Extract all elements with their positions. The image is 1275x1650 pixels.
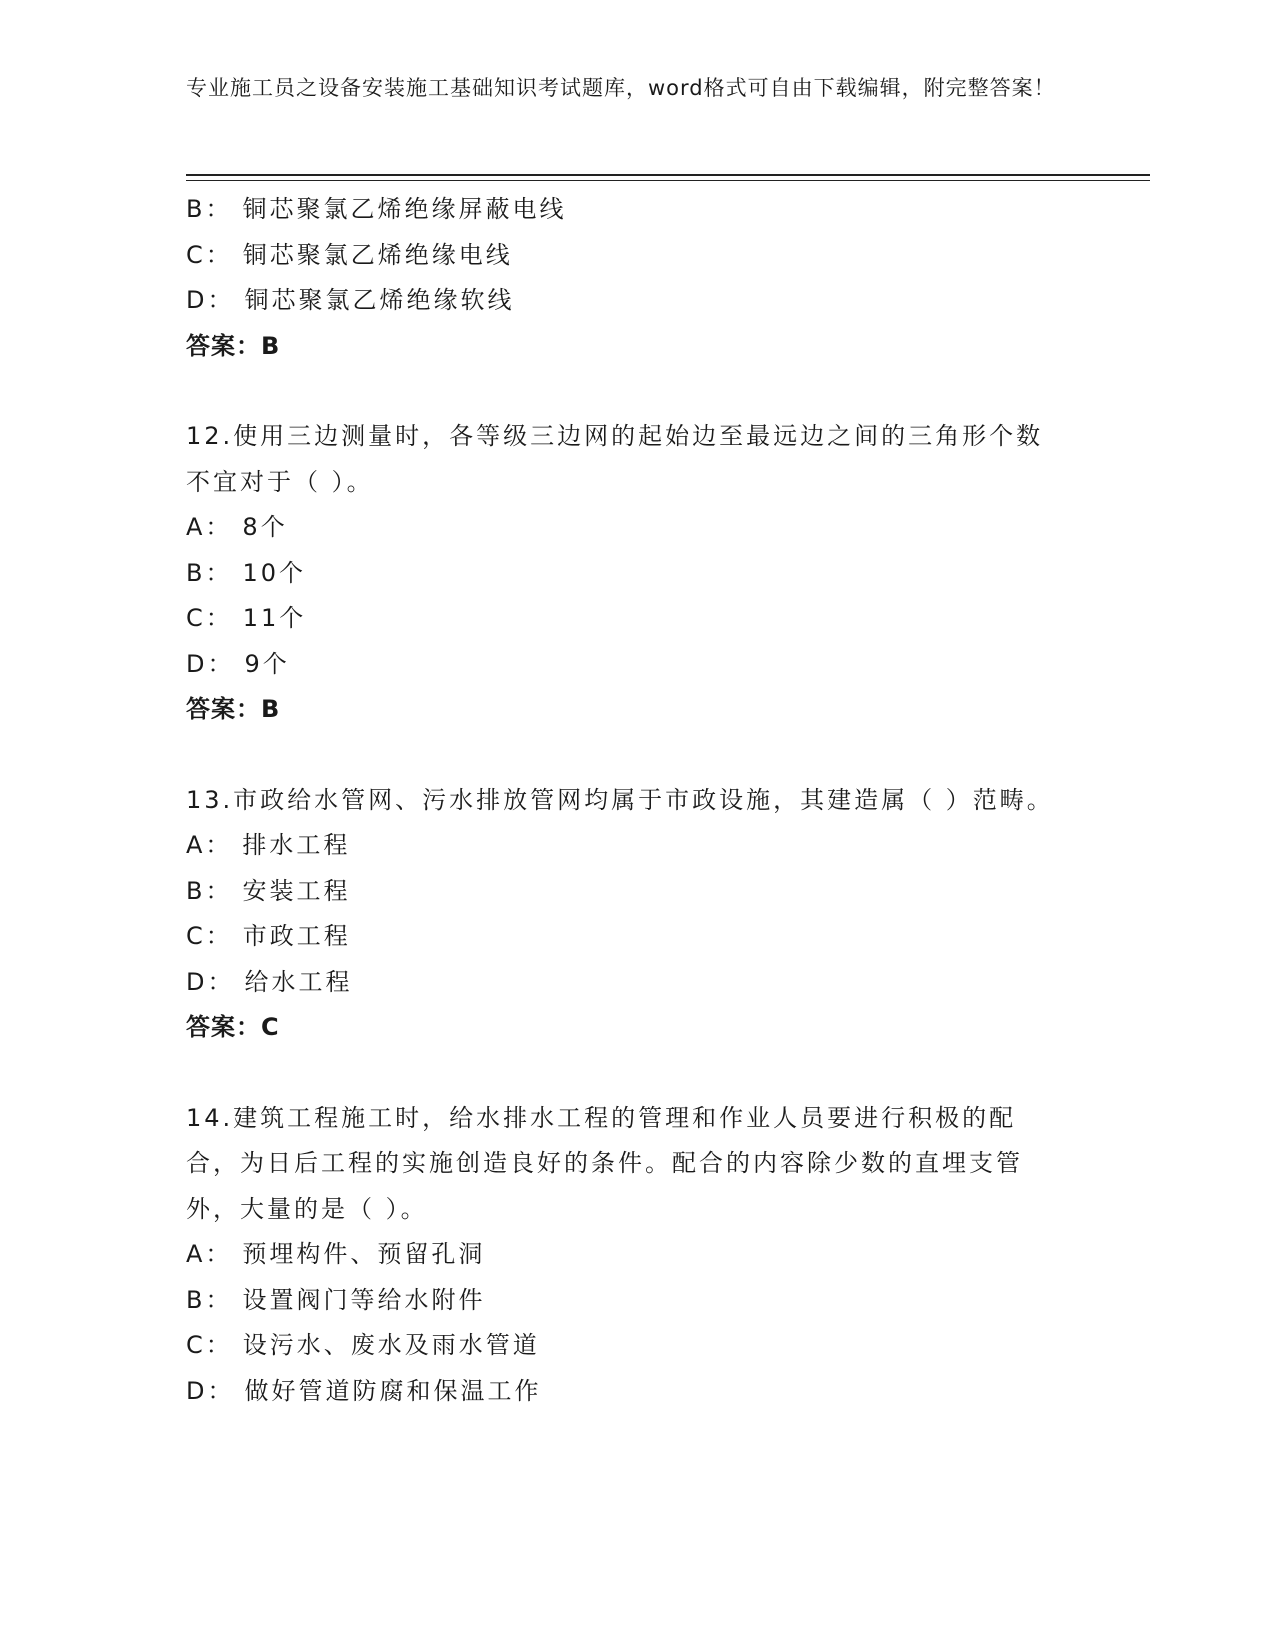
option-text: 铜芯聚氯乙烯绝缘软线	[244, 286, 515, 314]
option-key: B：	[186, 1285, 233, 1314]
option-text: 排水工程	[242, 831, 351, 859]
option-key: A：	[186, 831, 233, 859]
option-text: 预埋构件、预留孔洞	[242, 1240, 486, 1268]
option-row	[186, 233, 1066, 279]
option-text: 铜芯聚氯乙烯绝缘屏蔽电线	[242, 195, 567, 223]
option-key: D：	[186, 286, 235, 314]
answer-line: 答案：B	[186, 331, 281, 360]
question-stem: 12.使用三边测量时，各等级三边网的起始边至最远边之间的三角形个数不宜对于（ ）。	[186, 422, 1044, 496]
header-rule-thick	[186, 174, 1150, 176]
option-text: 设污水、废水及雨水管道	[242, 1331, 540, 1359]
answer-line: 答案：B	[186, 695, 281, 723]
option-row	[186, 1278, 1066, 1324]
question-14	[186, 1096, 1066, 1415]
answer-line: 答案：C	[186, 1013, 280, 1041]
question-stem: 13.市政给水管网、污水排放管网均属于市政设施，其建造属（ ）范畴。	[186, 785, 1054, 814]
option-key: A：	[186, 513, 233, 541]
option-row	[186, 187, 1066, 233]
option-text: 做好管道防腐和保温工作	[244, 1376, 542, 1405]
option-row	[186, 960, 1066, 1006]
option-row	[186, 823, 1066, 869]
question-stem: 14.建筑工程施工时，给水排水工程的管理和作业人员要进行积极的配合，为日后工程的实施创造良好的条件。配合的内容除少数的直埋支管外，大量的是（ ）。	[186, 1103, 1023, 1223]
option-row	[186, 914, 1066, 960]
page-header: 专业施工员之设备安装施工基础知识考试题库，word格式可自由下载编辑，附完整答案！	[186, 76, 1056, 100]
option-key: C：	[186, 240, 233, 269]
option-text: 铜芯聚氯乙烯绝缘电线	[242, 240, 513, 269]
option-key: C：	[186, 604, 233, 632]
option-text: 设置阀门等给水附件	[242, 1285, 486, 1314]
option-text: 9个	[244, 649, 290, 678]
option-row	[186, 869, 1066, 915]
option-row	[186, 278, 1066, 324]
option-row	[186, 1369, 1066, 1415]
option-row	[186, 1323, 1066, 1369]
question-12	[186, 414, 1066, 733]
option-text: 8个	[242, 513, 288, 541]
option-key: A：	[186, 1240, 233, 1268]
option-key: C：	[186, 922, 233, 950]
option-key: C：	[186, 1331, 233, 1359]
option-text: 11个	[242, 604, 307, 632]
option-row	[186, 642, 1066, 688]
option-key: B：	[186, 558, 233, 587]
option-key: D：	[186, 967, 235, 996]
option-row	[186, 505, 1066, 551]
option-key: D：	[186, 1376, 235, 1405]
option-row	[186, 1232, 1066, 1278]
option-text: 市政工程	[242, 922, 351, 950]
header-rule-thin	[186, 180, 1150, 181]
option-key: B：	[186, 876, 233, 905]
option-key: B：	[186, 195, 233, 223]
question-11-continued	[186, 187, 1066, 369]
document-body	[186, 187, 1066, 1414]
option-text: 给水工程	[244, 967, 353, 996]
option-key: D：	[186, 649, 235, 678]
option-text: 10个	[242, 558, 307, 587]
option-row	[186, 596, 1066, 642]
question-13	[186, 778, 1066, 1051]
option-text: 安装工程	[242, 876, 351, 905]
option-row	[186, 551, 1066, 597]
